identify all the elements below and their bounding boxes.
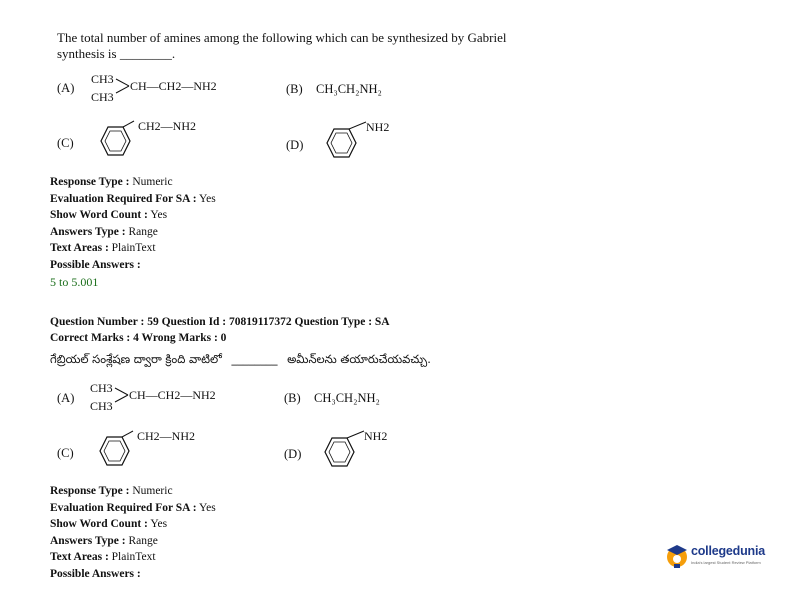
marks-header: Correct Marks : 4 Wrong Marks : 0 <box>50 332 227 344</box>
graduate-cap-icon <box>665 542 689 570</box>
meta-row: Show Word Count : Yes <box>50 518 168 530</box>
option-a-chain: CH—CH2—NH2 <box>130 79 217 93</box>
option-a-ch3-bottom: CH3 <box>91 90 114 104</box>
option-a-label: (A) <box>57 391 75 405</box>
meta-row: Answers Type : Range <box>50 534 158 547</box>
logo-name: collegedunia <box>691 544 766 558</box>
question-text-line2: synthesis is ________. <box>57 46 176 61</box>
benzene-ring-icon <box>89 432 141 474</box>
telugu-question: గేబ్రియల్ సంశ్లేషణ ద్వారా క్రింది వాటిలో ________ అమీన్‌లను తయారుచేయవచ్చు. <box>50 352 431 366</box>
meta-row: Possible Answers : <box>50 567 141 580</box>
meta-row: Show Word Count : Yes <box>50 209 168 221</box>
question-header: Question Number : 59 Question Id : 70819117372 Question Type : SA <box>50 316 390 328</box>
option-b-label: (B) <box>286 82 303 96</box>
option-b-formula: CH₃CH₂NH₂ <box>314 391 380 405</box>
option-d-group: NH2 <box>364 429 388 443</box>
meta-row: Evaluation Required For SA : Yes <box>50 192 216 205</box>
option-c-group: CH2—NH2 <box>137 429 196 443</box>
meta-row: Answers Type : Range <box>50 225 158 238</box>
question-text-line1: The total number of amines among the following which can be synthesized by Gabriel <box>57 30 507 45</box>
meta-row: Text Areas : PlainText <box>50 242 156 254</box>
meta-row: Response Type : Numeric <box>50 176 173 188</box>
meta-list <box>50 483 216 582</box>
option-a-chain: CH—CH2—NH2 <box>129 388 216 402</box>
meta-row: Evaluation Required For SA : Yes <box>50 501 216 514</box>
meta-row: Response Type : Numeric <box>50 485 173 497</box>
option-b-label: (B) <box>284 391 301 405</box>
option-b-formula: CH₃CH₂NH₂ <box>316 82 382 96</box>
option-c-label: (C) <box>57 136 74 150</box>
benzene-ring-icon <box>314 433 370 475</box>
meta-list <box>50 174 216 273</box>
benzene-ring-icon <box>90 122 142 164</box>
option-a-ch3-bottom: CH3 <box>90 399 113 413</box>
option-a-ch3-top: CH3 <box>90 381 113 395</box>
meta-row: Possible Answers : <box>50 258 141 271</box>
benzene-ring-icon <box>316 124 372 166</box>
option-d-group: NH2 <box>366 120 390 134</box>
meta-row: Text Areas : PlainText <box>50 551 156 563</box>
option-a-label: (A) <box>57 81 75 95</box>
collegedunia-logo <box>663 540 773 574</box>
option-c-group: CH2—NH2 <box>138 119 197 133</box>
option-d-label: (D) <box>284 447 302 461</box>
option-a-ch3-top: CH3 <box>91 72 114 86</box>
possible-answer: 5 to 5.001 <box>50 275 99 289</box>
logo-tagline: India's largest Student Review Platform <box>691 560 761 565</box>
option-d-label: (D) <box>286 138 304 152</box>
option-c-label: (C) <box>57 446 74 460</box>
